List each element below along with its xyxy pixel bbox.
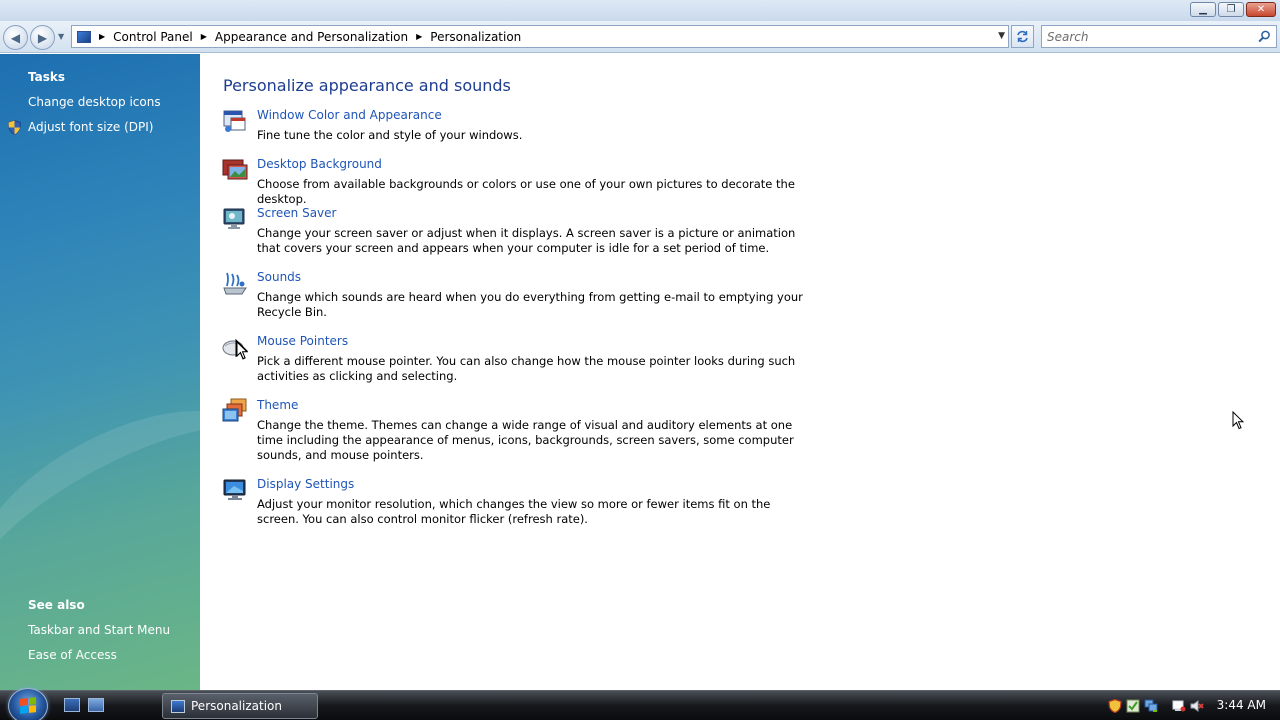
address-dropdown-icon[interactable]: ▼ <box>998 31 1005 41</box>
security-shield-icon[interactable] <box>1108 699 1122 713</box>
clock[interactable]: 3:44 AM <box>1216 698 1266 712</box>
item-description: Fine tune the color and style of your windows. <box>257 128 523 142</box>
screen-saver-link[interactable]: Screen Saver <box>257 206 337 220</box>
mouse-cursor-icon <box>236 341 248 360</box>
mouse-pointers-link[interactable]: Mouse Pointers <box>257 334 349 348</box>
sidebar-link-change-desktop-icons[interactable]: Change desktop icons <box>28 95 161 109</box>
breadcrumb-appearance-and-personalization[interactable]: Appearance and Personalization <box>214 29 409 44</box>
list-item <box>222 398 822 468</box>
search-input[interactable] <box>1047 30 1247 44</box>
item-description: Change your screen saver or adjust when it displays. A screen saver is a picture or animation that covers your screen and appears when your computer is idle for a set period of time. <box>257 226 796 255</box>
recent-pages-dropdown-icon[interactable]: ▼ <box>58 32 65 41</box>
refresh-button[interactable] <box>1011 25 1034 48</box>
mouse-cursor-icon <box>1232 411 1244 430</box>
window-color-icon <box>222 108 248 134</box>
sounds-icon <box>222 270 248 296</box>
desktop-background-link[interactable]: Desktop Background <box>257 157 382 171</box>
forward-button[interactable]: ▶ <box>30 25 55 50</box>
theme-icon <box>222 398 248 424</box>
minimize-button[interactable]: ▁ <box>1190 2 1216 17</box>
breadcrumb-control-panel[interactable]: Control Panel <box>113 29 193 44</box>
screen-saver-icon <box>222 206 248 232</box>
show-desktop-icon[interactable] <box>64 698 80 712</box>
back-button[interactable]: ◀ <box>3 25 28 50</box>
see-also-heading: See also <box>28 598 85 612</box>
item-description: Change which sounds are heard when you do everything from getting e-mail to emptying your Recycle Bin. <box>257 290 803 319</box>
item-description: Choose from available backgrounds or colors or use one of your own pictures to decorate the desktop. <box>257 177 795 206</box>
taskbar <box>0 690 1280 720</box>
item-description: Adjust your monitor resolution, which changes the view so more or fewer items fit on the screen. You can also control monitor flicker (refresh rate). <box>257 497 771 526</box>
windows-logo-icon <box>20 697 36 714</box>
window-color-and-appearance-link[interactable]: Window Color and Appearance <box>257 108 442 122</box>
list-item <box>222 477 822 532</box>
list-item <box>222 157 822 206</box>
sounds-link[interactable]: Sounds <box>257 270 302 284</box>
breadcrumb-personalization[interactable]: Personalization <box>430 29 522 44</box>
breadcrumb-separator-icon[interactable]: ▶ <box>416 32 423 41</box>
list-item <box>222 108 822 148</box>
breadcrumb-separator-icon[interactable]: ▶ <box>99 32 106 41</box>
sidebar-link-adjust-font-size[interactable]: Adjust font size (DPI) <box>28 120 154 134</box>
maximize-button[interactable]: ❐ <box>1218 2 1244 17</box>
close-button[interactable]: ✕ <box>1246 2 1276 17</box>
search-icon[interactable] <box>1258 30 1271 43</box>
personalization-window-icon <box>171 700 185 713</box>
page-title: Personalize appearance and sounds <box>223 76 511 95</box>
start-button[interactable] <box>8 688 48 720</box>
display-settings-icon <box>222 477 248 503</box>
refresh-icon <box>1016 30 1029 43</box>
item-description: Change the theme. Themes can change a wide range of visual and auditory elements at one time including the appearance of menus, icons, backgrounds, screen savers, some computer sounds, and mouse pointers. <box>257 418 794 462</box>
sidebar-decoration <box>0 368 200 660</box>
theme-link[interactable]: Theme <box>257 398 299 412</box>
update-check-icon[interactable] <box>1126 699 1140 713</box>
list-item <box>222 334 822 389</box>
breadcrumb-separator-icon[interactable]: ▶ <box>200 32 207 41</box>
volume-muted-icon[interactable] <box>1190 699 1204 713</box>
search-box <box>1041 25 1277 48</box>
taskbar-button-personalization[interactable] <box>162 693 318 719</box>
tasks-heading: Tasks <box>28 70 66 84</box>
sidebar-link-ease-of-access[interactable]: Ease of Access <box>28 648 117 662</box>
network-icon[interactable] <box>1144 699 1158 713</box>
title-bar <box>0 0 1280 21</box>
switch-windows-icon[interactable] <box>88 698 104 712</box>
sidebar <box>0 54 200 690</box>
display-icon[interactable] <box>1172 699 1186 713</box>
window-controls <box>1190 2 1276 17</box>
list-item <box>222 206 822 261</box>
item-description: Pick a different mouse pointer. You can also change how the mouse pointer looks during such activities as clicking and selecting. <box>257 354 796 383</box>
display-settings-link[interactable]: Display Settings <box>257 477 355 491</box>
taskbar-button-label: Personalization <box>191 699 282 713</box>
list-item <box>222 270 822 325</box>
address-bar[interactable] <box>71 25 1009 48</box>
navigation-bar <box>0 21 1280 53</box>
main-content <box>200 54 1280 690</box>
control-panel-icon <box>77 31 91 43</box>
sidebar-link-taskbar-and-start-menu[interactable]: Taskbar and Start Menu <box>28 623 171 637</box>
desktop-background-icon <box>222 157 248 183</box>
shield-icon <box>8 120 21 135</box>
